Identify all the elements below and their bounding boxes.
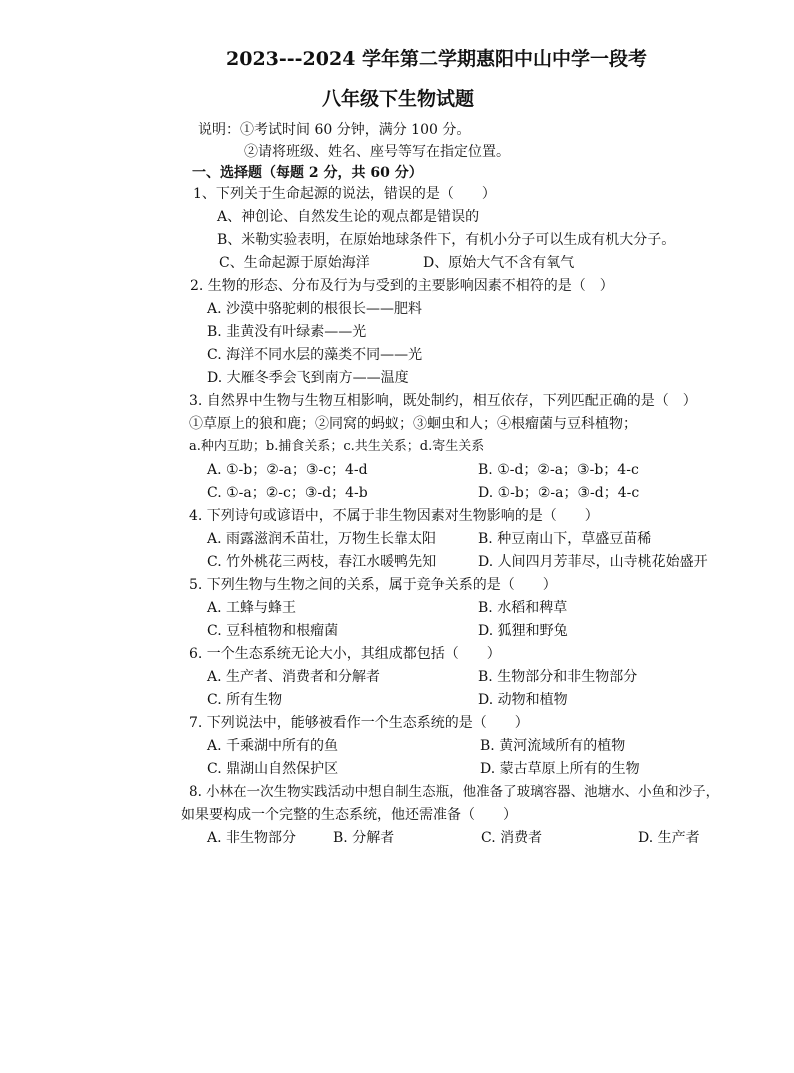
question-4-option-d: D. 人间四月芳菲尽，山寺桃花始盛开 [478, 554, 708, 570]
question-8-option-c: C. 消费者 [481, 830, 543, 846]
question-8-option-b: B. 分解者 [333, 830, 395, 846]
question-3-option-d: D. ①-b；②-a；③-d；4-c [478, 485, 640, 501]
question-3: 3. 自然界中生物与生物互相影响，既处制约，相互依存，下列匹配正确的是（ ） [189, 393, 697, 409]
question-7-option-b: B. 黄河流域所有的植物 [480, 738, 626, 754]
question-5-option-a: A. 工蜂与蜂王 [207, 600, 297, 616]
question-3-option-b: B. ①-d；②-a；③-b；4-c [478, 462, 639, 478]
question-1-option-c: C、生命起源于原始海洋 [219, 255, 370, 271]
question-2-option-a: A. 沙漠中骆驼刺的根很长——肥料 [207, 301, 423, 317]
question-6: 6. 一个生态系统无论大小，其组成都包括（ ） [189, 646, 501, 662]
question-4-option-c: C. 竹外桃花三两枝，春江水暖鸭先知 [207, 554, 437, 570]
question-5: 5. 下列生物与生物之间的关系，属于竞争关系的是（ ） [189, 577, 557, 593]
question-8-continued: 如果要构成一个完整的生态系统，他还需准备（ ） [181, 807, 517, 823]
question-6-option-c: C. 所有生物 [207, 692, 283, 708]
question-4: 4. 下列诗句或谚语中，不属于非生物因素对生物影响的是（ ） [189, 508, 599, 524]
exam-subtitle: 八年级下生物试题 [322, 88, 475, 110]
question-2-option-c: C. 海洋不同水层的藻类不同——光 [207, 347, 423, 363]
question-8: 8. 小林在一次生物实践活动中想自制生态瓶，他准备了玻璃容器、池塘水、小鱼和沙子， [189, 784, 720, 800]
question-7-option-d: D. 蒙古草原上所有的生物 [480, 761, 640, 777]
question-2-option-b: B. 韭黄没有叶绿素——光 [207, 324, 367, 340]
question-1-option-a: A、神创论、自然发生论的观点都是错误的 [217, 209, 480, 225]
exam-title: 2023---2024 学年第二学期惠阳中山中学一段考 [226, 48, 648, 70]
question-5-option-c: C. 豆科植物和根瘤菌 [207, 623, 339, 639]
question-1: 1、下列关于生命起源的说法，错误的是（ ） [193, 186, 496, 202]
question-5-option-d: D. 狐狸和野兔 [478, 623, 568, 639]
question-6-option-d: D. 动物和植物 [478, 692, 568, 708]
question-1-option-b: B、米勒实验表明，在原始地球条件下，有机小分子可以生成有机大分子。 [217, 232, 676, 248]
question-8-option-a: A. 非生物部分 [207, 830, 297, 846]
question-6-option-a: A. 生产者、消费者和分解者 [207, 669, 381, 685]
question-7: 7. 下列说法中，能够被看作一个生态系统的是（ ） [189, 715, 529, 731]
question-2-option-d: D. 大雁冬季会飞到南方——温度 [207, 370, 409, 386]
question-3-relations: a.种内互助；b.捕食关系；c.共生关系；d.寄生关系 [189, 439, 485, 454]
instruction-line-1: 说明：①考试时间 60 分钟，满分 100 分。 [198, 122, 471, 138]
question-7-option-a: A. 千乘湖中所有的鱼 [207, 738, 339, 754]
instruction-line-2: ②请将班级、姓名、座号等写在指定位置。 [244, 144, 510, 160]
question-6-option-b: B. 生物部分和非生物部分 [478, 669, 638, 685]
question-8-option-d: D. 生产者 [638, 830, 700, 846]
question-3-option-a: A. ①-b；②-a；③-c；4-d [207, 462, 368, 478]
question-4-option-a: A. 雨露滋润禾苗壮，万物生长靠太阳 [207, 531, 437, 547]
question-3-scenarios: ①草原上的狼和鹿；②同窝的蚂蚁；③蛔虫和人；④根瘤菌与豆科植物； [189, 416, 637, 432]
question-4-option-b: B. 种豆南山下，草盛豆苗稀 [478, 531, 652, 547]
question-5-option-b: B. 水稻和稗草 [478, 600, 568, 616]
question-2: 2. 生物的形态、分布及行为与受到的主要影响因素不相符的是（ ） [190, 278, 614, 294]
section-heading: 一、选择题（每题 2 分，共 60 分） [192, 165, 423, 181]
question-1-option-d: D、原始大气不含有氧气 [423, 255, 575, 271]
question-3-option-c: C. ①-a；②-c；③-d；4-b [207, 485, 368, 501]
question-7-option-c: C. 鼎湖山自然保护区 [207, 761, 339, 777]
